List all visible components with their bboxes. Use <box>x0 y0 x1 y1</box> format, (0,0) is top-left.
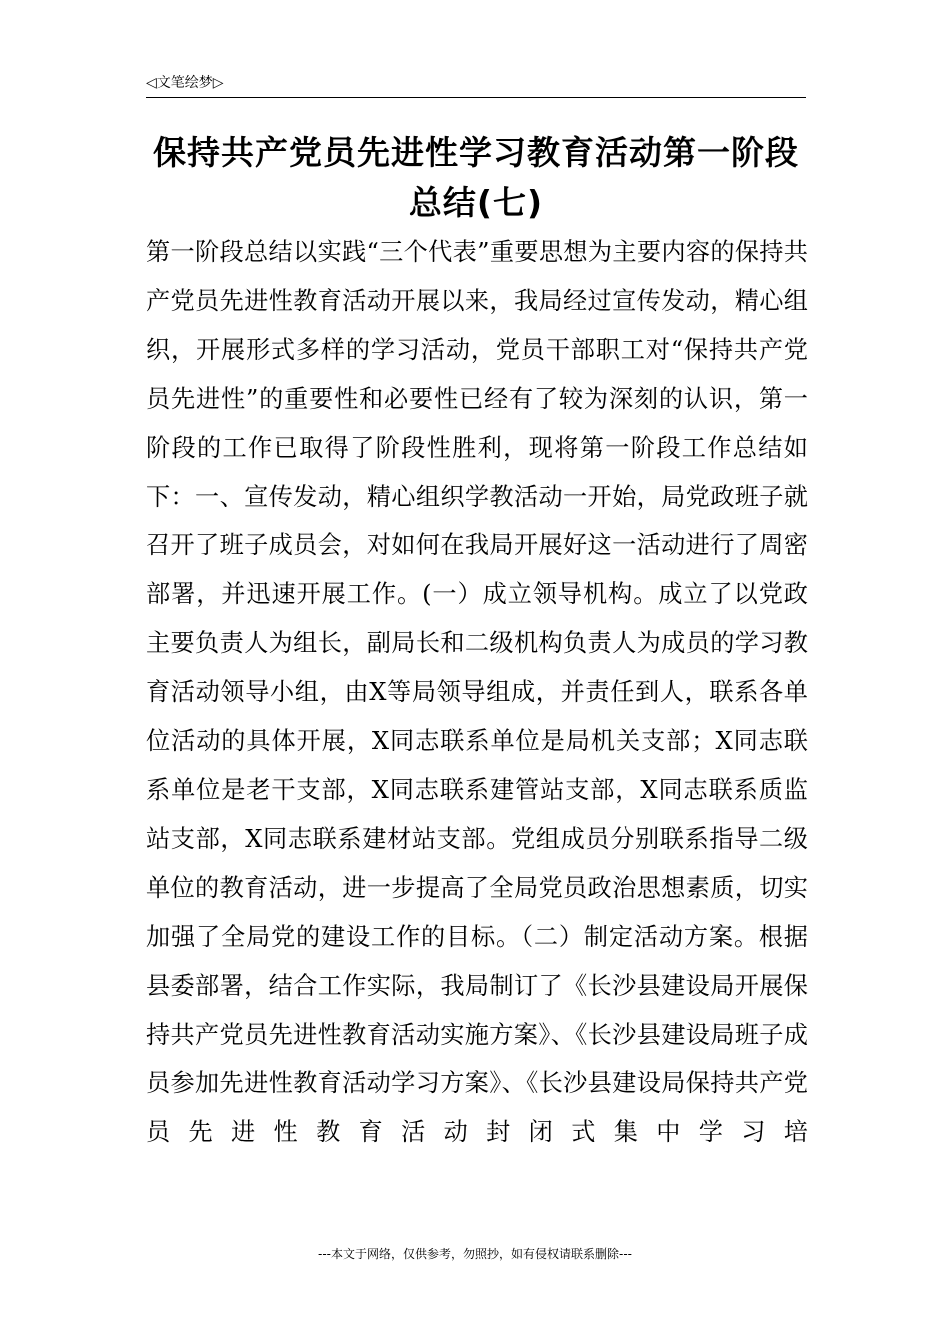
footer-notice: ---本文于网络，仅供参考，勿照抄，如有侵权请联系删除--- <box>318 1247 632 1261</box>
header-brand: ◁文笔绘梦▷ <box>146 75 224 91</box>
document-body: 第一阶段总结以实践“三个代表”重要思想为主要内容的保持共产党员先进性教育活动开展以来，我局经过宣传发动，精心组织，开展形式多样的学习活动，党员干部职工对“保持共产党员先进性”的重要性和必要性已经有了较为深刻的认识，第一阶段的工作已取得了阶段性胜利，现将第一阶段工作总结如下：一、宣传发动，精心组织学教活动一开始，局党政班子就召开了班子成员会，对如何在我局开展好这一活动进行了周密部署，并迅速开展工作。(一）成立领导机构。成立了以党政主要负责人为组长，副局长和二级机构负责人为成员的学习教育活动领导小组，由X等局领导组成，并责任到人，联系各单位活动的具体开展，X同志联系单位是局机关支部；X同志联系单位是老干支部，X同志联系建管站支部，X同志联系质监站支部，X同志联系建材站支部。党组成员分别联系指导二级单位的教育活动，进一步提高了全局党员政治思想素质，切实加强了全局党的建设工作的目标。（二）制定活动方案。根据县委部署，结合工作实际，我局制订了《长沙县建设局开展保持共产党员先进性教育活动实施方案》、《长沙县建设局班子成员参加先进性教育活动学习方案》、《长沙县建设局保持共产党员先进性教育活动封闭式集中学习培 <box>146 238 808 1147</box>
document-title: 保持共产党员先进性学习教育活动第一阶段总结(七) <box>153 133 799 222</box>
header-divider <box>146 97 806 98</box>
